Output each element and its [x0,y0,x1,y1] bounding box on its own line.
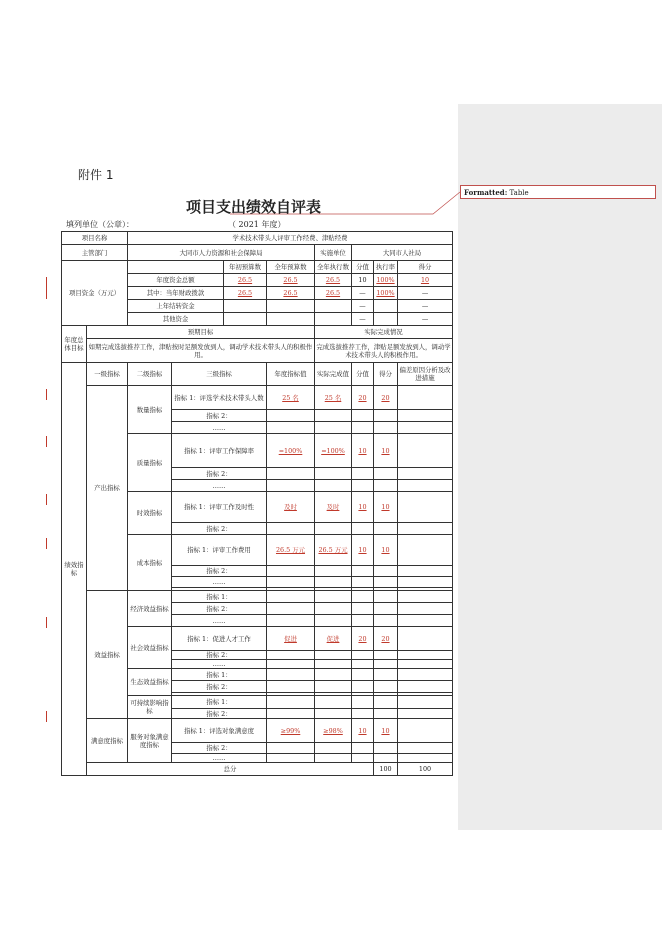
table-row [62,232,453,245]
indicator-name: 指标 2： [172,709,267,719]
funds-row-label: 上年结转资金 [128,300,224,313]
dept-label: 主管部门 [62,245,128,261]
indicator-score: 10 [374,535,398,566]
change-bar [46,277,47,288]
funds-cell: 10 [398,274,453,287]
indicator-name: 指标 2： [172,523,267,535]
funds-row-label: 年度资金总额 [128,274,224,287]
indicator-weight: 10 [352,434,374,468]
total-score: 100 [398,763,453,776]
funds-label: 项目资金（万元） [62,261,128,326]
funds-cell: — [352,287,374,300]
table-row [62,763,453,776]
actual-goal-label: 实际完成情况 [315,326,453,339]
funds-cell: 100% [374,287,398,300]
indicator-name: 指标 2： [172,681,267,693]
change-bar [46,538,47,549]
indicator-weight: 10 [352,492,374,523]
indicator-more: …… [172,577,267,588]
impl-value: 大同市人社局 [352,245,453,261]
indicator-actual: ≥98% [315,719,352,743]
funds-header: 年初预算数 [224,261,267,274]
cost-label: 成本指标 [128,535,172,591]
change-bar [46,389,47,400]
indicator-name: 指标 1： [172,696,267,709]
funds-cell [315,313,352,326]
indicator-actual: 26.5 万元 [315,535,352,566]
table-row [62,339,453,363]
indicator-score: 10 [374,434,398,468]
indicator-name: 指标 1：评选学术技术带头人数 [172,386,267,410]
economic-label: 经济效益指标 [128,591,172,627]
indicator-name: 指标 1：促进人才工作 [172,627,267,651]
benefit-indicator-label: 效益指标 [87,591,128,719]
table-row [62,261,453,274]
dept-value: 大同市人力资源和社会保障局 [128,245,315,261]
project-name: 学术技术带头人评审工作经费、津贴经费 [128,232,453,245]
actual-goal-text: 完成选拔推荐工作，津贴足额发放到人，调动学术技术带头人的积极作用。 [315,339,453,363]
change-bar [46,288,47,299]
perf-header: 二级指标 [128,363,172,386]
indicator-name: 指标 2： [172,743,267,754]
quantity-label: 数量指标 [128,386,172,434]
indicator-name: 指标 2： [172,566,267,577]
indicator-weight: 20 [352,386,374,410]
change-bar [46,711,47,722]
funds-cell: 26.5 [267,274,315,287]
page-title: 项目支出绩效自评表 [186,198,322,216]
funds-cell: — [398,313,453,326]
table-row [62,386,453,410]
funds-cell: 26.5 [315,287,352,300]
funds-cell [315,300,352,313]
funds-cell: 10 [352,274,374,287]
funds-cell: — [398,300,453,313]
social-label: 社会效益指标 [128,627,172,669]
indicator-name: 指标 1：评审工作费用 [172,535,267,566]
indicator-actual: 促进 [315,627,352,651]
funds-cell [374,300,398,313]
funds-header: 全年预算数 [267,261,315,274]
attachment-label: 附件 1 [78,168,114,182]
funds-cell: 26.5 [224,287,267,300]
indicator-weight: 10 [352,719,374,743]
satisfaction-indicator-label: 满意度指标 [87,719,128,763]
funds-row-label: 其他资金 [128,313,224,326]
impl-label: 实施单位 [315,245,352,261]
funds-cell [267,313,315,326]
indicator-target: 促进 [267,627,315,651]
funds-cell [224,313,267,326]
comment-label: Formatted: [464,188,508,197]
indicator-weight: 10 [352,535,374,566]
funds-cell [374,313,398,326]
indicator-more: …… [172,754,267,763]
table-row [62,326,453,339]
funds-cell: — [352,300,374,313]
funds-cell: 26.5 [315,274,352,287]
timeliness-label: 时效指标 [128,492,172,535]
indicator-target: =100% [267,434,315,468]
indicator-name: 指标 2： [172,468,267,480]
indicator-name: 指标 2： [172,651,267,660]
ecological-label: 生态效益指标 [128,669,172,696]
indicator-name: 指标 1：评选对象满意度 [172,719,267,743]
perf-header: 实际完成值 [315,363,352,386]
indicator-name: 指标 2： [172,603,267,615]
perf-header: 年度指标值 [267,363,315,386]
total-label: 总分 [87,763,374,776]
indicator-actual: 及时 [315,492,352,523]
indicator-score: 10 [374,492,398,523]
indicator-score: 10 [374,719,398,743]
quality-label: 质量指标 [128,434,172,492]
expected-goal-text: 如期完成选拔推荐工作，津贴按时足额发放到人，调动学术技术带头人的积极作用。 [87,339,315,363]
funds-header: 全年执行数 [315,261,352,274]
perf-header: 得分 [374,363,398,386]
comment-text: Table [509,189,529,197]
perf-header: 一级指标 [87,363,128,386]
indicator-weight: 20 [352,627,374,651]
table-row [62,363,453,386]
funds-cell: 26.5 [224,274,267,287]
indicator-name: 指标 1：评审工作及时性 [172,492,267,523]
change-bar [46,617,47,628]
indicator-more: …… [172,480,267,492]
indicator-name: 指标 1：评审工作保障率 [172,434,267,468]
indicator-target: 26.5 万元 [267,535,315,566]
project-name-label: 项目名称 [62,232,128,245]
indicator-target: 及时 [267,492,315,523]
change-bar [46,436,47,447]
perf-header: 三级指标 [172,363,267,386]
funds-cell: 26.5 [267,287,315,300]
indicator-name: 指标 2： [172,410,267,422]
funds-row-label: 其中：当年财政拨款 [128,287,224,300]
perf-header: 偏差原因分析及改进措施 [398,363,453,386]
indicator-actual: 25 名 [315,386,352,410]
total-weight: 100 [374,763,398,776]
indicator-name: 指标 1： [172,669,267,681]
indicator-target: 25 名 [267,386,315,410]
indicator-name: 指标 1： [172,591,267,603]
output-indicator-label: 产出指标 [87,386,128,591]
sustainable-label: 可持续影响指标 [128,696,172,719]
perf-side-label: 绩效指标 [62,363,87,776]
indicator-more: …… [172,422,267,434]
indicator-actual: =100% [315,434,352,468]
perf-header: 分值 [352,363,374,386]
expected-goal-label: 预期目标 [87,326,315,339]
table-row [62,245,453,261]
funds-cell [224,300,267,313]
year-label: （ 2021 年度） [228,220,286,229]
funds-header: 得分 [398,261,453,274]
funds-cell [267,300,315,313]
funds-cell: — [398,287,453,300]
change-bar [46,494,47,505]
funds-cell: 100% [374,274,398,287]
indicator-more: …… [172,615,267,627]
fill-unit-label: 填列单位（公章）： [66,220,134,229]
funds-cell: — [352,313,374,326]
indicator-score: 20 [374,386,398,410]
goals-label: 年度总体目标 [62,326,87,363]
funds-header: 执行率 [374,261,398,274]
funds-header: 分值 [352,261,374,274]
service-label: 服务对象满意度指标 [128,719,172,763]
evaluation-table [61,231,453,776]
table-row [62,719,453,743]
table-row [62,591,453,603]
indicator-score: 20 [374,627,398,651]
indicator-more: …… [172,660,267,669]
indicator-target: ≥99% [267,719,315,743]
formatting-comment[interactable] [460,185,656,199]
